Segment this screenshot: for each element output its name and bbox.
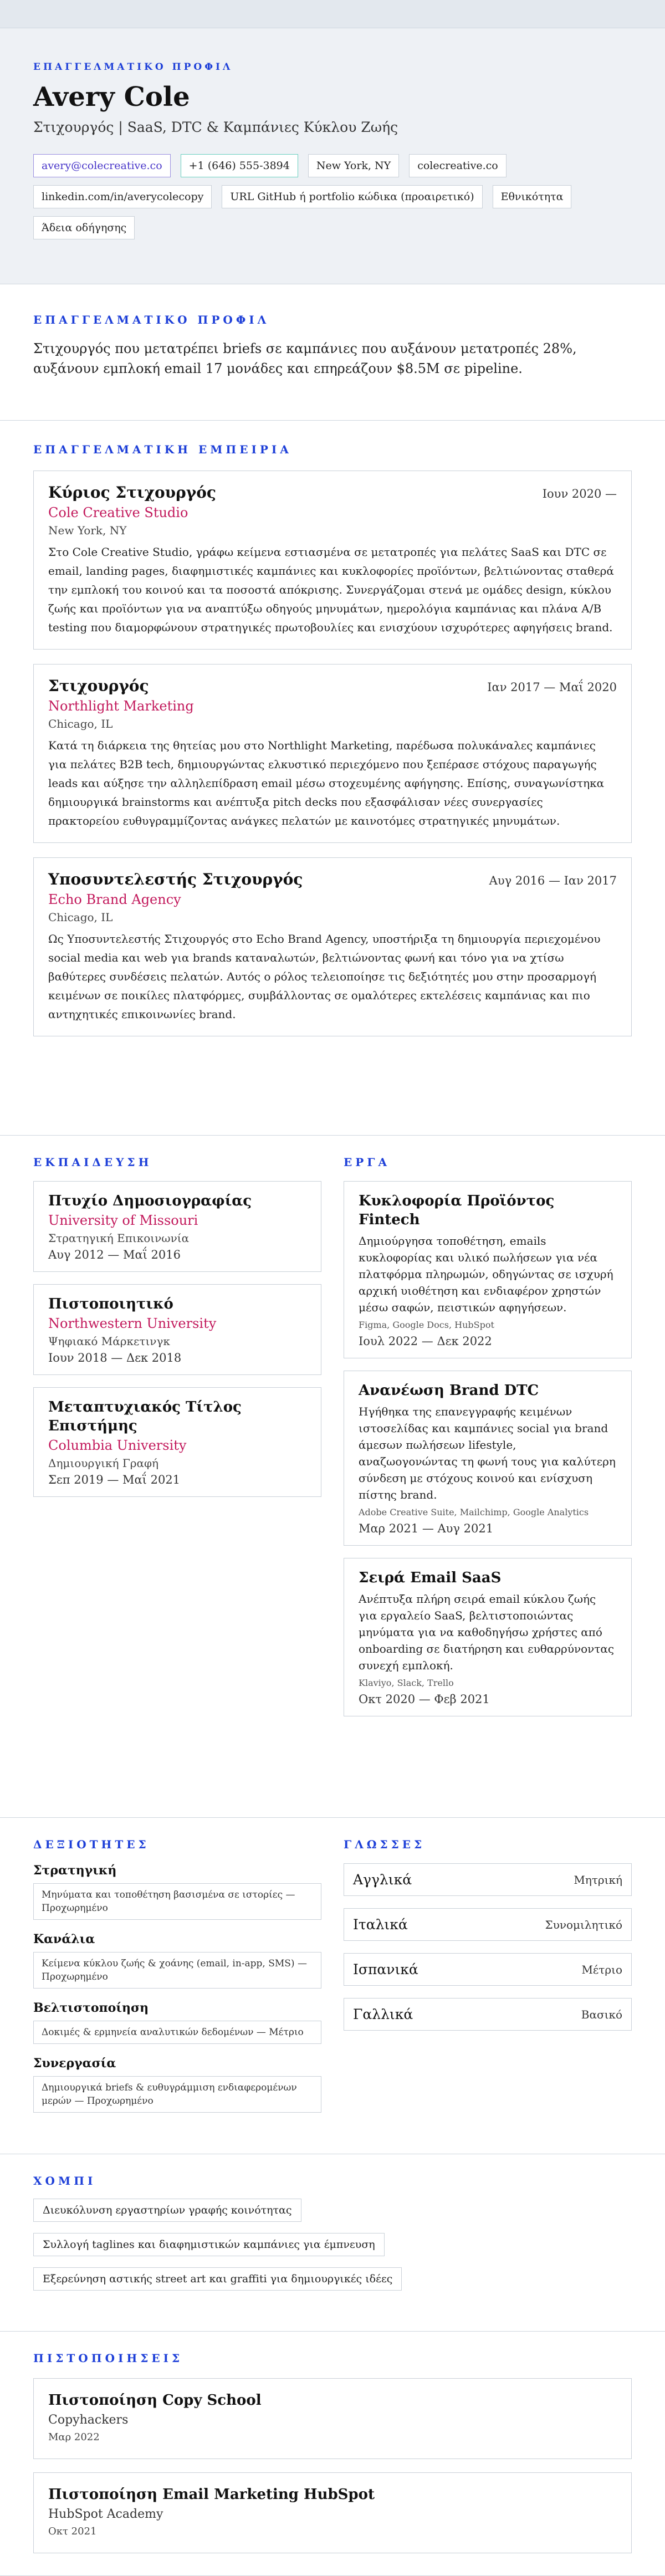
skill-detail: Κείμενα κύκλου ζωής & χοάνης (email, in-app, SMS) — Προχωρημένο xyxy=(33,1952,321,1989)
certification-card xyxy=(33,2378,632,2459)
job-company: Echo Brand Agency xyxy=(48,892,181,907)
job-card xyxy=(33,857,632,1036)
job-date: Ιουν 2020 — xyxy=(542,487,617,500)
job-company: Cole Creative Studio xyxy=(48,505,188,520)
project-description: Δημιούργησα τοποθέτηση, emails κυκλοφορίας και υλικό πωλήσεων για νέα πλατφόρμα πληρωμών, οδηγώντας σε ισχυρή αρχική υιοθέτηση και ενδιαφέρον χρηστών μέσω σαφών, πειστικών αφηγήσεων. xyxy=(359,1234,613,1314)
resume-page xyxy=(0,28,665,2576)
project-date: Μαρ 2021 — Αυγ 2021 xyxy=(359,1522,494,1535)
skills-languages-section xyxy=(0,1818,665,2154)
job-card xyxy=(33,471,632,650)
hobbies-heading: ΧΟΜΠΙ xyxy=(33,2174,96,2187)
school-name: University of Missouri xyxy=(48,1213,198,1228)
certification-date: Μαρ 2022 xyxy=(48,2431,100,2443)
job-title: Υποσυντελεστής Στιχουργός xyxy=(48,870,303,888)
degree-title: Πτυχίο Δημοσιογραφίας xyxy=(48,1193,252,1209)
project-date: Ιουλ 2022 — Δεκ 2022 xyxy=(359,1335,492,1348)
certification-title: Πιστοποίηση Email Marketing HubSpot xyxy=(48,2486,375,2503)
job-location: Chicago, IL xyxy=(48,911,113,924)
languages-heading: ΓΛΩΣΣΕΣ xyxy=(344,1838,426,1851)
job-title: Στιχουργός xyxy=(48,677,149,695)
skills-column xyxy=(33,1838,321,2154)
skill-group xyxy=(33,1863,321,1920)
certifications-section xyxy=(0,2332,665,2575)
certification-title: Πιστοποίηση Copy School xyxy=(48,2392,262,2409)
skill-group xyxy=(33,2001,321,2044)
education-column xyxy=(33,1156,321,1817)
email-chip[interactable]: avery@colecreative.co xyxy=(33,154,171,177)
job-description: Κατά τη διάρκεια της θητείας μου στο Northlight Marketing, παρέδωσα πολυκάναλες καμπάνιες για πελάτες B2B tech, δημιουργώντας ελκυστικό περιεχόμενο που ξεπέρασε στόχους παραγωγής leads και αύξησε την αλληλεπίδραση email μέσω στοχευμένης αφήγησης. Επίσης, συναγωνίστηκα δημιουργικά brainstorms και ανέπτυξα pitch decks που εξασφάλισαν νέες συνεργασίες πρακτορείου ευθυγραμμίζοντας ανάγκες πελατών με καινοτόμες στρατηγικές μηνυμάτων. xyxy=(48,739,605,827)
hobby-chip: Συλλογή taglines και διαφημιστικών καμπάνιες για έμπνευση xyxy=(33,2233,385,2256)
education-card xyxy=(33,1387,321,1497)
project-card xyxy=(344,1558,632,1716)
school-name: Northwestern University xyxy=(48,1316,217,1331)
github-chip[interactable]: URL GitHub ή portfolio κώδικα (προαιρετικό) xyxy=(222,185,482,208)
language-name: Αγγλικά xyxy=(353,1872,412,1888)
skill-detail: Δημιουργικά briefs & ευθυγράμμιση ενδιαφερομένων μερών — Προχωρημένο xyxy=(33,2076,321,2113)
education-projects-section xyxy=(0,1136,665,1818)
skill-group xyxy=(33,1932,321,1989)
language-level: Μέτριο xyxy=(581,1962,622,1976)
website-chip[interactable]: colecreative.co xyxy=(409,154,507,177)
job-description: Στο Cole Creative Studio, γράφω κείμενα εστιασμένα σε μετατροπές για πελάτες SaaS και DTC σε email, landing pages, διαφημιστικές καμπάνιες και κυκλοφορίες προϊόντων, βελτιώνοντας σταθερά την εμπλοκή του κοινού και τα ποσοστά απόκρισης. Συνεργάζομαι στενά με ομάδες design, κύκλου ζωής και προϊόντων για να αναπτύξω οδηγούς μηνυμάτων, ημερολόγια καμπάνιας και πλάνα A/B testing που διαμορφώνουν στρατηγικές πρωτοβουλίες και ενισχύουν ισχυρότερες αφηγήσεις brand. xyxy=(48,545,614,634)
project-tools: Adobe Creative Suite, Mailchimp, Google Analytics xyxy=(359,1507,589,1517)
language-row xyxy=(344,1863,632,1896)
language-row xyxy=(344,1908,632,1941)
license-chip: Άδεια οδήγησης xyxy=(33,216,135,239)
school-name: Columbia University xyxy=(48,1438,187,1453)
job-location: New York, NY xyxy=(48,524,127,537)
summary-text: Στιχουργός που μετατρέπει briefs σε καμπάνιες που αυξάνουν μετατροπές 28%, αυξάνουν εμπλοκή email 17 μονάδες και επηρεάζουν $8.5M σε pipeline. xyxy=(33,341,577,376)
skill-name: Στρατηγική xyxy=(33,1863,117,1878)
hobby-chip: Εξερεύνηση αστικής street art και graffiti για δημιουργικές ιδέες xyxy=(33,2267,402,2291)
project-date: Οκτ 2020 — Φεβ 2021 xyxy=(359,1693,490,1706)
candidate-name: Avery Cole xyxy=(33,81,190,113)
skill-group xyxy=(33,2056,321,2113)
contact-chips xyxy=(33,154,632,239)
certification-org: HubSpot Academy xyxy=(48,2507,163,2521)
certification-date: Οκτ 2021 xyxy=(48,2526,97,2537)
skill-name: Συνεργασία xyxy=(33,2056,116,2071)
project-title: Σειρά Email SaaS xyxy=(359,1570,502,1586)
project-title: Ανανέωση Brand DTC xyxy=(359,1382,539,1399)
degree-title: Πιστοποιητικό xyxy=(48,1296,173,1312)
language-name: Ιταλικά xyxy=(353,1916,408,1933)
skill-name: Βελτιστοποίηση xyxy=(33,2001,149,2015)
candidate-subtitle: Στιχουργός | SaaS, DTC & Καμπάνιες Κύκλου Ζωής xyxy=(33,119,398,135)
skills-heading: ΔΕΞΙΟΤΗΤΕΣ xyxy=(33,1838,150,1851)
language-level: Συνομιλητικό xyxy=(545,1918,622,1931)
resume-header xyxy=(0,28,665,284)
experience-heading: ΕΠΑΓΓΕΛΜΑΤΙΚΗ ΕΜΠΕΙΡΙΑ xyxy=(33,443,292,456)
hobby-chip: Διευκόλυνση εργαστηρίων γραφής κοινότητας xyxy=(33,2199,301,2222)
study-field: Δημιουργική Γραφή xyxy=(48,1456,158,1470)
job-company: Northlight Marketing xyxy=(48,698,194,714)
job-date: Ιαν 2017 — Μαΐ 2020 xyxy=(487,681,617,694)
job-card xyxy=(33,664,632,843)
project-tools: Figma, Google Docs, HubSpot xyxy=(359,1320,494,1330)
linkedin-chip[interactable]: linkedin.com/in/averycolecopy xyxy=(33,185,212,208)
education-heading: ΕΚΠΑΙΔΕΥΣΗ xyxy=(33,1156,152,1169)
skill-detail: Μηνύματα και τοποθέτηση βασισμένα σε ιστορίες — Προχωρημένο xyxy=(33,1883,321,1920)
skill-name: Κανάλια xyxy=(33,1932,95,1946)
nationality-chip: Εθνικότητα xyxy=(493,185,572,208)
project-description: Ανέπτυξα πλήρη σειρά email κύκλου ζωής για εργαλείο SaaS, βελτιστοποιώντας μηνύματα για να καθοδηγήσω χρήστες από onboarding σε διατήρηση και ευθαρρύνοντας συνεχή εμπλοκή. xyxy=(359,1592,615,1672)
hobbies-section xyxy=(0,2154,665,2332)
education-date: Ιουν 2018 — Δεκ 2018 xyxy=(48,1351,182,1364)
language-row xyxy=(344,1998,632,2031)
education-date: Σεπ 2019 — Μαΐ 2021 xyxy=(48,1473,181,1486)
degree-title: Μεταπτυχιακός Τίτλος Επιστήμης xyxy=(48,1399,242,1434)
language-row xyxy=(344,1953,632,1986)
summary-heading: ΕΠΑΓΓΕΛΜΑΤΙΚΟ ΠΡΟΦΙΛ xyxy=(33,313,270,326)
certification-card xyxy=(33,2472,632,2553)
job-location: Chicago, IL xyxy=(48,717,113,730)
language-name: Ισπανικά xyxy=(353,1961,418,1977)
experience-section xyxy=(0,421,665,1136)
language-level: Μητρική xyxy=(574,1873,622,1887)
project-tools: Klaviyo, Slack, Trello xyxy=(359,1678,454,1688)
header-eyebrow: ΕΠΑΓΓΕΛΜΑΤΙΚΟ ΠΡΟΦΙΛ xyxy=(33,62,233,73)
education-date: Αυγ 2012 — Μαΐ 2016 xyxy=(48,1248,181,1261)
job-date: Αυγ 2016 — Ιαν 2017 xyxy=(489,874,617,887)
education-card xyxy=(33,1284,321,1375)
study-field: Ψηφιακό Μάρκετινγκ xyxy=(48,1335,170,1348)
skill-detail: Δοκιμές & ερμηνεία αναλυτικών δεδομένων — Μέτριο xyxy=(33,2021,321,2044)
project-description: Ηγήθηκα της επανεγγραφής κειμένων ιστοσελίδας και καμπάνιες social για brand άμεσων πωλήσεων lifestyle, αναζωογονώντας τη φωνή τους για καλύτερη σύνδεση με στόχους κοινού και ενίσχυση πίστης brand. xyxy=(359,1405,616,1501)
projects-column xyxy=(344,1156,632,1817)
languages-column xyxy=(344,1838,632,2154)
location-chip: New York, NY xyxy=(308,154,399,177)
project-card xyxy=(344,1181,632,1358)
language-level: Βασικό xyxy=(581,2007,622,2021)
phone-chip[interactable]: +1 (646) 555-3894 xyxy=(181,154,298,177)
education-card xyxy=(33,1181,321,1272)
certification-org: Copyhackers xyxy=(48,2413,129,2427)
projects-heading: ΕΡΓΑ xyxy=(344,1156,390,1169)
summary-section xyxy=(0,284,665,421)
job-description: Ως Υποσυντελεστής Στιχουργός στο Echo Brand Agency, υποστήριξα τη δημιουργία περιεχομένου social media και web για brands καταναλωτών, βελτιώνοντας φωνή και τόνο για να χτίσω βαθύτερες συνδέσεις πελατών. Αυτός ο ρόλος τελειοποίησε τις δεξιότητές μου στην προσαρμογή κειμένων σε ποικίλες πλατφόρμες, συμβάλλοντας σε ομαλότερες εκτελέσεις καμπάνιας και πιο αντηχητικές επικοινωνίες brand. xyxy=(48,932,601,1021)
certifications-heading: ΠΙΣΤΟΠΟΙΗΣΕΙΣ xyxy=(33,2352,183,2365)
project-title: Κυκλοφορία Προϊόντος Fintech xyxy=(359,1193,555,1228)
project-card xyxy=(344,1371,632,1546)
study-field: Στρατηγική Επικοινωνία xyxy=(48,1231,190,1245)
job-title: Κύριος Στιχουργός xyxy=(48,483,216,502)
language-name: Γαλλικά xyxy=(353,2006,413,2022)
